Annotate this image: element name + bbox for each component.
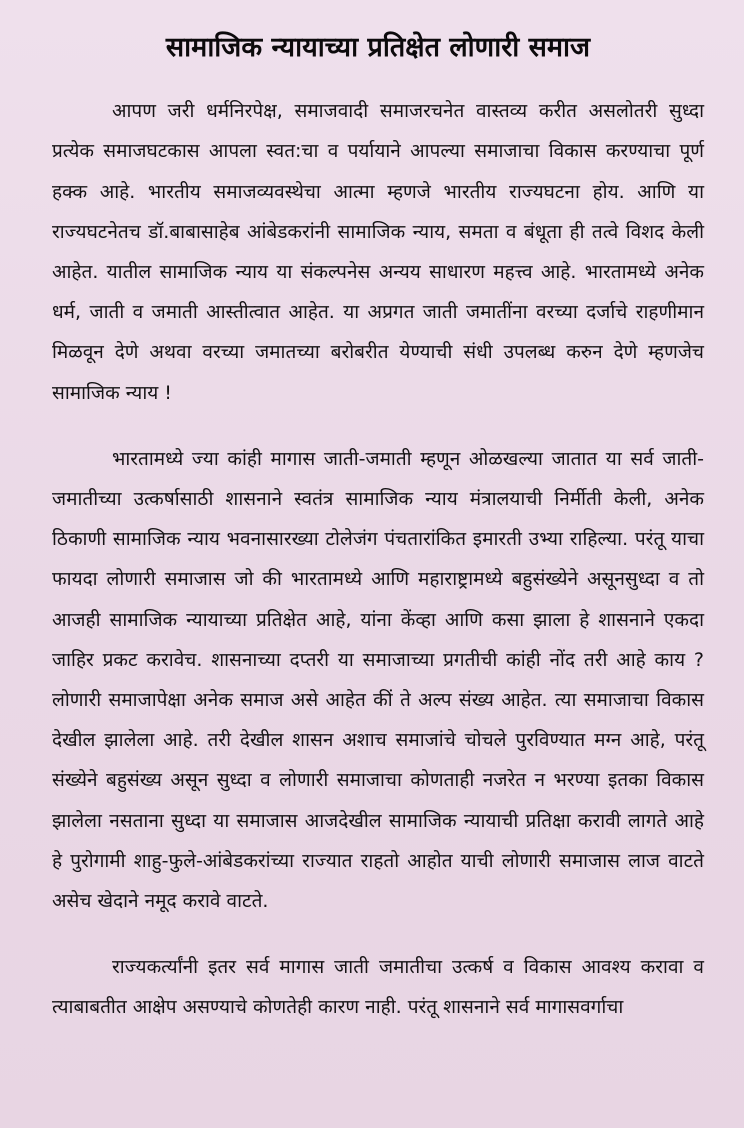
paragraph-3: राज्यकर्त्यांनी इतर सर्व मागास जाती जमातीचा उत्कर्ष व विकास आवश्य करावा व त्याबाबतीत आक्षेप असण्याचे कोणतेही कारण नाही. परंतू शासनाने सर्व मागासवर्गाचा: [52, 956, 704, 1019]
paragraph-2: भारतामध्ये ज्या कांही मागास जाती-जमाती म्हणून ओळखल्या जातात या सर्व जाती-जमातीच्या उत्कर्षासाठी शासनाने स्वतंत्र सामाजिक न्याय मंत्रालयाची निर्मीती केली, अनेक ठिकाणी सामाजिक न्याय भवनासारख्या टोलेजंग पंचतारांकित इमारती उभ्या राहिल्या. परंतू याचा फायदा लोणारी समाजास जो की भारतामध्ये आणि महाराष्ट्रामध्ये बहुसंख्येने असूनसुध्दा व तो आजही सामाजिक न्यायाच्या प्रतिक्षेत आहे, यांना केंव्हा आणि कसा झाला हे शासनाने एकदा जाहिर प्रकट करावेच. शासनाच्या दप्तरी या समाजाच्या प्रगतीची कांही नोंद तरी आहे काय ? लोणारी समाजापेक्षा अनेक समाज असे आहेत कीं ते अल्प संख्य आहेत. त्या समाजाचा विकास देखील झालेला आहे. तरी देखील शासन अशाच समाजांचे चोचले पुरविण्यात मग्न आहे, परंतू संख्येने बहुसंख्य असून सुध्दा व लोणारी समाजाचा कोणताही नजरेत न भरण्या इतका विकास झालेला नसताना सुध्दा या समाजास आजदेखील सामाजिक न्यायाची प्रतिक्षा करावी लागते आहे हे पुरोगामी शाहु-फुले-आंबेडकरांच्या राज्यात राहतो आहोत याची लोणारी समाजास लाज वाटते असेच खेदाने नमूद करावे वाटते.: [52, 447, 704, 912]
document-title: सामाजिक न्यायाच्या प्रतिक्षेत लोणारी समाज: [165, 32, 591, 63]
paragraph-1: आपण जरी धर्मनिरपेक्ष, समाजवादी समाजरचनेत वास्तव्य करीत असलोतरी सुध्दा प्रत्येक समाजघटकास आपला स्वत:चा व पर्यायाने आपल्या समाजाचा विकास करण्याचा पूर्ण हक्क आहे. भारतीय समाजव्यवस्थेचा आत्मा म्हणजे भारतीय राज्यघटना होय. आणि या राज्यघटनेतच डॉ.बाबासाहेब आंबेडकरांनी सामाजिक न्याय, समता व बंधूता ही तत्वे विशद केली आहेत. यातील सामाजिक न्याय या संकल्पनेस अन्यय साधारण महत्त्व आहे. भारतामध्ये अनेक धर्म, जाती व जमाती आस्तीत्वात आहेत. या अप्रगत जाती जमातींना वरच्या दर्जाचे राहणीमान मिळवून देणे अथवा वरच्या जमातच्या बरोबरीत येण्याची संधी उपलब्ध करुन देणे म्हणजेच सामाजिक न्याय !: [52, 100, 704, 404]
